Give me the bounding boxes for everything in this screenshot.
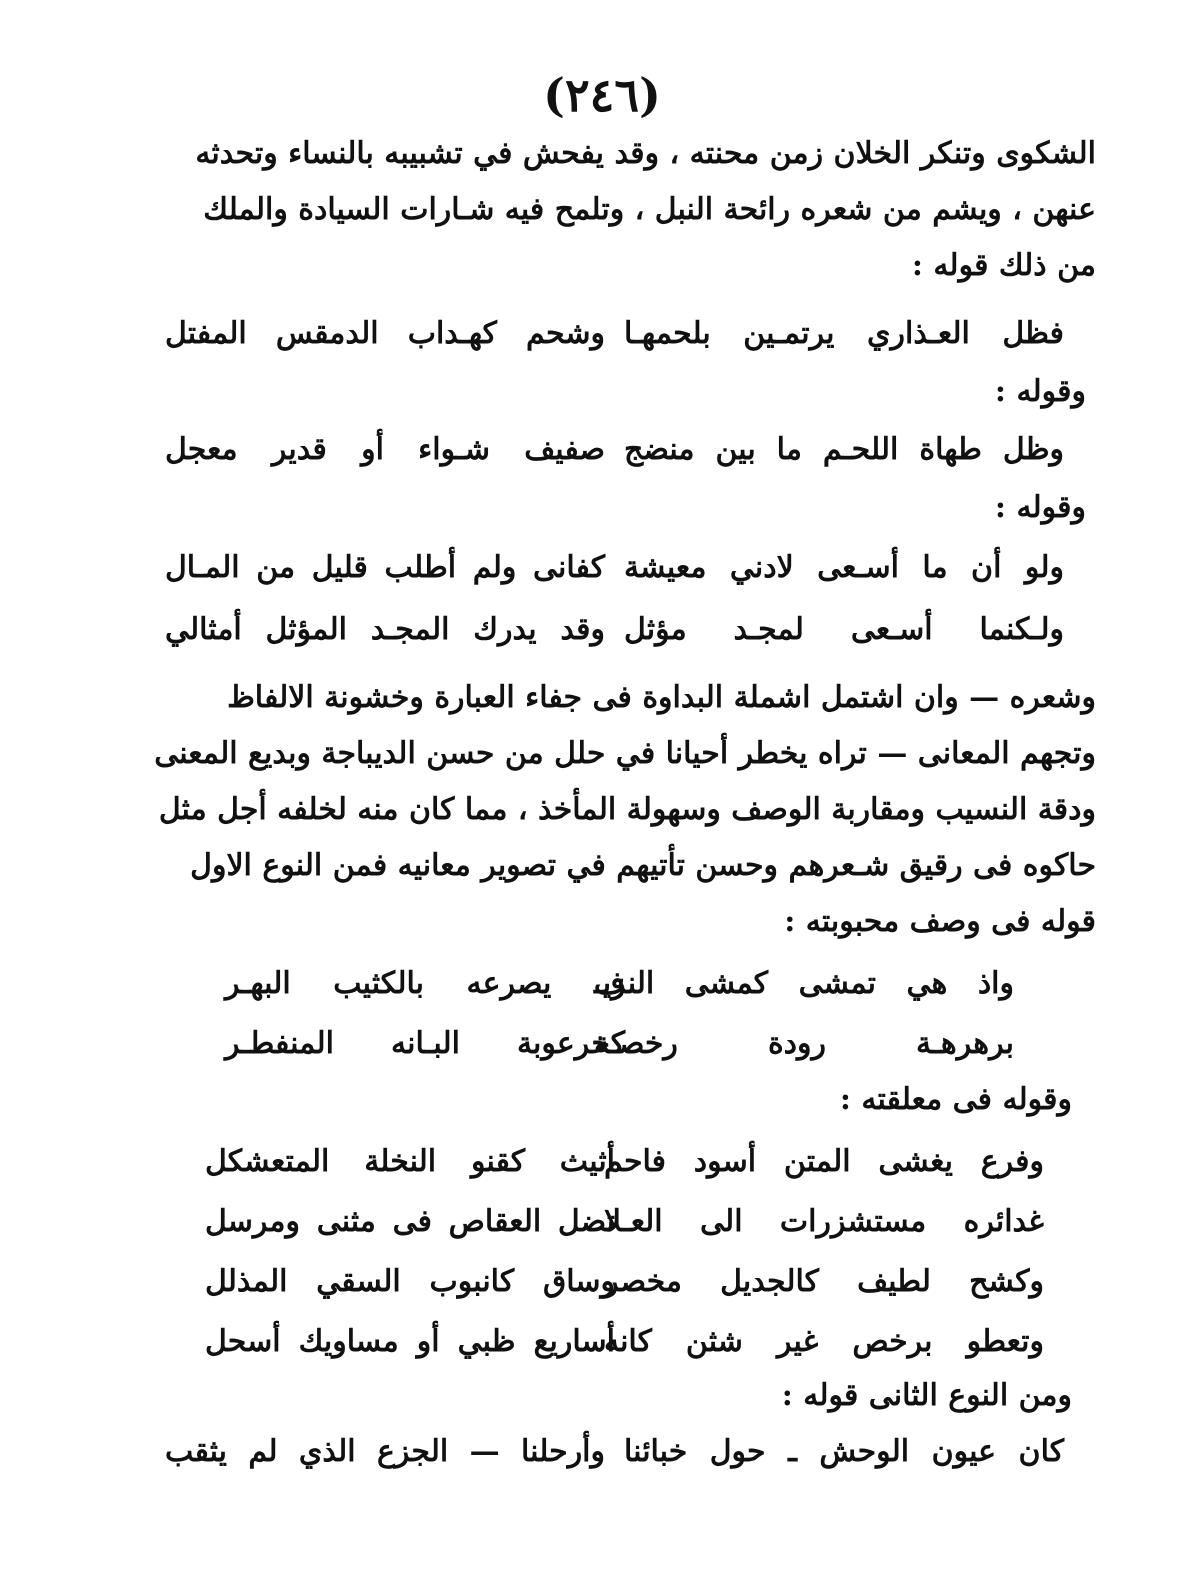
paragraph-1 xyxy=(120,126,1096,294)
text-line: ودقة النسيب ومقاربة الوصف وسهولة المأخذ ، مما كان منه لخلفه أجل مثل xyxy=(158,792,1096,827)
verse-hemistich-second: أثيث كقنو النخلة المتعشكل xyxy=(205,1144,615,1179)
text-line: من ذلك قوله : xyxy=(911,248,1096,283)
verse-hemistich-second: وساق كانبوب السقي المذلل xyxy=(205,1264,615,1299)
verse-hemistich-second: أساريع ظبي أو مساويك أسحل xyxy=(205,1324,615,1359)
verse-hemistich-second: تضل العقاص فى مثنى ومرسل xyxy=(205,1204,615,1239)
text-line: قوله فى وصف محبوبته : xyxy=(784,904,1096,939)
verse-lead: وقوله فى معلقته : xyxy=(839,1082,1072,1117)
text-line: عنهن ، ويشم من شعره رائحة النبل ، وتلمح فيه شـارات السيادة والملك xyxy=(203,192,1096,227)
text-line: حاكوه فى رقيق شـعرهم وحسن تأتيهم في تصوير معانيه فمن النوع الاول xyxy=(190,848,1096,883)
text-line: وشعره — وان اشتمل اشملة البداوة فى جفاء العبارة وخشونة الالفاظ xyxy=(227,680,1096,715)
verse-lead: وقوله : xyxy=(994,374,1086,409)
verse-hemistich-first: فظل العـذاري يرتمـين بلحمهـا xyxy=(624,316,1064,351)
verse-hemistich-first: كان عيون الوحش ـ حول خبائنا xyxy=(624,1434,1064,1469)
verse-hemistich-first: ولو أن ما أسـعى لادني معيشة xyxy=(624,550,1064,585)
text-line: وتجهم المعانى — تراه يخطر أحيانا في حلل من حسن الديباجة وبديع المعنى xyxy=(154,736,1096,771)
verse-hemistich-first: ولـكنما أسـعى لمجـد مؤثل xyxy=(624,612,1064,647)
verse-hemistich-second: صفيف شـواء أو قدير معجل xyxy=(165,432,605,467)
verse-hemistich-first: وكشح لطيف كالجديل مخصر xyxy=(604,1264,1044,1299)
verse-hemistich-first: واذ هي تمشى كمشى النزيـ xyxy=(594,966,1014,1001)
text-line: الشكوى وتنكر الخلان زمن محنته ، وقد يفحش في تشبيبه بالنساء وتحدثه xyxy=(195,136,1096,171)
verse-hemistich-second: وقد يدرك المجـد المؤثل أمثالي xyxy=(165,612,605,647)
verse-hemistich-first: وفرع يغشى المتن أسود فاحم xyxy=(604,1144,1044,1179)
verse-hemistich-second: كخرعوبة البـانه المنفطـر xyxy=(225,1026,625,1061)
verse-hemistich-second: وشحم كهـداب الدمقس المفتل xyxy=(165,316,605,351)
verse-hemistich-first: وظل طهاة اللحـم ما بين منضج xyxy=(624,432,1064,467)
verse-hemistich-first: غدائره مستشزرات الى العـلا xyxy=(604,1204,1044,1239)
verse-hemistich-second: ف يصرعه بالكثيب البهـر xyxy=(225,966,625,1001)
verse-hemistich-second: وأرحلنا — الجزع الذي لم يثقب xyxy=(165,1434,605,1469)
verse-lead: وقوله : xyxy=(994,490,1086,525)
page-number: (٢٤٦) xyxy=(543,68,661,122)
paragraph-2 xyxy=(120,670,1096,950)
verse-lead: ومن النوع الثانى قوله : xyxy=(781,1378,1072,1413)
verse-hemistich-first: وتعطو برخص غير شثن كانه xyxy=(604,1324,1044,1359)
verse-hemistich-first: برهرهـة رودة رخصـة xyxy=(594,1026,1014,1061)
verse-hemistich-second: كفانى ولم أطلب قليل من المـال xyxy=(165,550,605,585)
